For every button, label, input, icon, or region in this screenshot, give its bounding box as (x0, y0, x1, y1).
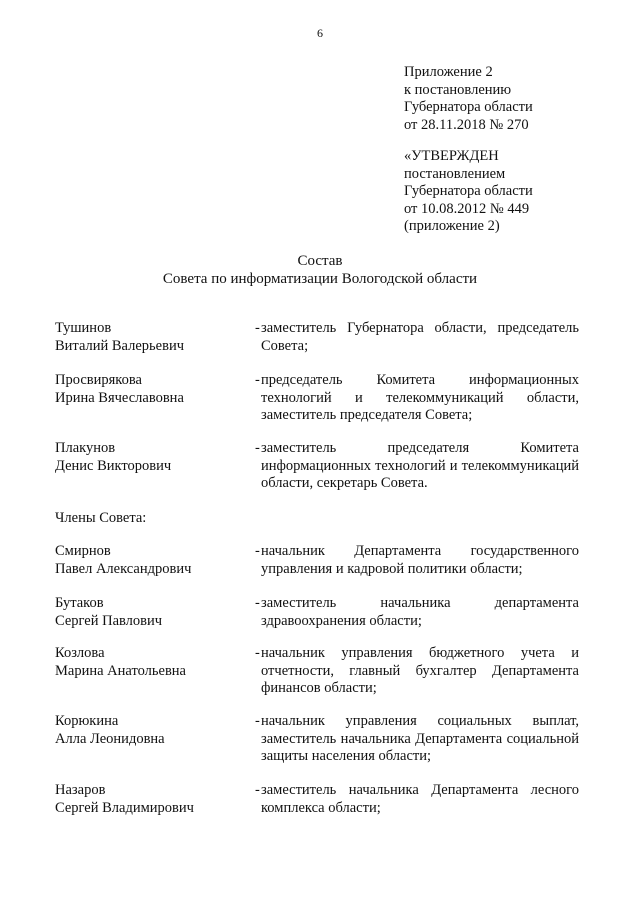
approval-stamp-text (404, 148, 624, 236)
member-surname: Корюкина (55, 713, 119, 729)
member-surname: Плакунов (55, 440, 116, 456)
member-name (55, 372, 250, 407)
appendix-line: Губернатора области (404, 99, 533, 115)
member-given-names: Ирина Вячеславовна (55, 389, 184, 406)
member-role: начальник управления социальных выплат, заместитель начальника Департамента социальной защиты населения области; (261, 713, 579, 764)
approval-line: «УТВЕРЖДЕН (404, 148, 499, 164)
separator-dash: - (255, 372, 260, 388)
member-given-names: Марина Анатольевна (55, 662, 186, 679)
member-given-names: Сергей Павлович (55, 612, 163, 629)
page-number: 6 (317, 26, 323, 40)
member-surname: Назаров (55, 782, 106, 798)
approval-line: от 10.08.2012 № 449 (404, 200, 530, 217)
member-given-names: Павел Александрович (55, 560, 192, 577)
member-name (55, 320, 250, 355)
member-name (55, 543, 250, 578)
appendix-line: к постановлению (404, 81, 512, 98)
member-role: заместитель начальника Департамента лесного комплекса области; (261, 782, 579, 816)
member-given-names: Виталий Валерьевич (55, 337, 184, 354)
separator-dash: - (255, 595, 260, 611)
separator-dash: - (255, 320, 260, 336)
members-section-label: Члены Совета: (55, 510, 147, 526)
member-surname: Смирнов (55, 543, 111, 559)
member-surname: Бутаков (55, 595, 104, 611)
member-given-names: Денис Викторович (55, 457, 172, 474)
member-name (55, 440, 250, 475)
member-surname: Тушинов (55, 320, 112, 336)
approval-line: постановлением (404, 165, 506, 182)
separator-dash: - (255, 782, 260, 798)
document-heading (0, 252, 640, 288)
heading-subtitle: Совета по информатизации Вологодской области (162, 271, 478, 287)
member-surname: Просвирякова (55, 372, 142, 388)
member-given-names: Сергей Владимирович (55, 799, 194, 816)
member-role: председатель Комитета информационных технологий и телекоммуникаций области, заместитель председателя Совета; (261, 372, 579, 423)
separator-dash: - (255, 440, 260, 456)
heading-title: Состав (297, 253, 343, 269)
member-name (55, 645, 250, 680)
separator-dash: - (255, 713, 260, 729)
approval-line: (приложение 2) (404, 218, 500, 234)
approval-line: Губернатора области (404, 183, 533, 199)
appendix-line: Приложение 2 (404, 64, 493, 80)
member-role: начальник Департамента государственного управления и кадровой политики области; (261, 543, 579, 577)
member-surname: Козлова (55, 645, 105, 661)
member-role: заместитель начальника департамента здравоохранения области; (261, 595, 579, 629)
separator-dash: - (255, 543, 260, 559)
appendix-reference (404, 64, 624, 134)
member-role: заместитель председателя Комитета информационных технологий и телекоммуникаций области, секретарь Совета. (261, 440, 579, 491)
member-given-names: Алла Леонидовна (55, 730, 165, 747)
member-role: начальник управления бюджетного учета и отчетности, главный бухгалтер Департамента финансов области; (261, 645, 579, 696)
member-name (55, 595, 250, 630)
appendix-line: от 28.11.2018 № 270 (404, 116, 529, 133)
separator-dash: - (255, 645, 260, 661)
member-name (55, 713, 250, 748)
member-role: заместитель Губернатора области, председатель Совета; (261, 320, 579, 354)
member-name (55, 782, 250, 817)
